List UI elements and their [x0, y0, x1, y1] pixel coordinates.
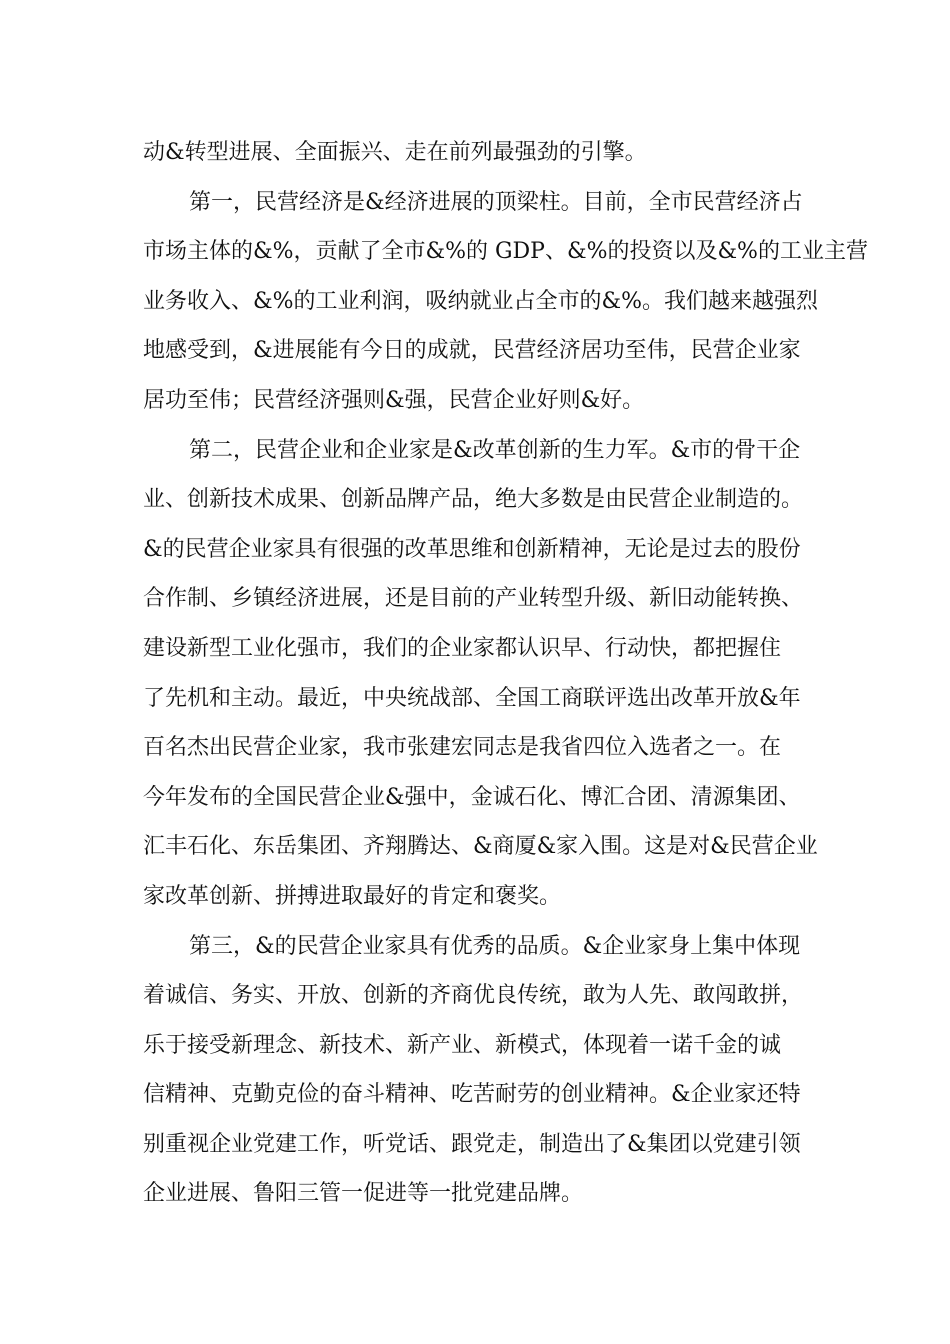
- paragraph-second: [143, 426, 833, 922]
- text-line: 了先机和主动。最近，中央统战部、全国工商联评选出改革开放&年: [143, 685, 801, 711]
- text-line: 别重视企业党建工作，听党话、跟党走，制造出了&集团以党建引领: [143, 1131, 801, 1157]
- text-line: 第二，民营企业和企业家是&改革创新的生力军。&市的骨干企: [189, 437, 801, 463]
- text-line: 今年发布的全国民营企业&强中，金诚石化、博汇合团、清源集团、: [143, 784, 801, 810]
- text-line: 企业进展、鲁阳三管一促进等一批党建品牌。: [143, 1181, 584, 1207]
- text-line: 动&转型进展、全面振兴、走在前列最强劲的引擎。: [143, 140, 647, 165]
- text-line: 百名杰出民营企业家，我市张建宏同志是我省四位入选者之一。在: [143, 735, 782, 761]
- text-line: 建设新型工业化强市，我们的企业家都认识早、行动快，都把握住: [143, 635, 782, 661]
- text-line: 信精神、克勤克俭的奋斗精神、吃苦耐劳的创业精神。&企业家还特: [143, 1082, 801, 1108]
- text-line: 第三，&的民营企业家具有优秀的品质。&企业家身上集中体现: [189, 933, 801, 959]
- paragraph-third: [143, 922, 833, 1220]
- text-line: 着诚信、务实、开放、创新的齐商优良传统，敢为人先、敢闯敢拼，: [143, 983, 804, 1009]
- text-line: 乐于接受新理念、新技术、新产业、新模式，体现着一诺千金的诚: [143, 1032, 782, 1058]
- paragraph-first: [143, 178, 868, 426]
- text-line: 业务收入、&%的工业利润，吸纳就业占全市的&%。我们越来越强烈: [143, 288, 818, 314]
- text-line: 业、创新技术成果、创新品牌产品，绝大多数是由民营企业制造的。: [143, 487, 804, 513]
- document-body: [143, 128, 868, 1219]
- text-line: 汇丰石化、东岳集团、齐翔腾达、&商厦&家入围。这是对&民营企业: [143, 834, 818, 860]
- text-line: 合作制、乡镇经济进展，还是目前的产业转型升级、新旧动能转换、: [143, 586, 804, 612]
- text-line: 家改革创新、拼搏进取最好的肯定和褒奖。: [143, 883, 562, 909]
- paragraph-continuation: [143, 128, 833, 178]
- text-line: 居功至伟；民营经济强则&强，民营企业好则&好。: [143, 387, 645, 413]
- text-line: 市场主体的&%，贡献了全市&%的 GDP、&%的投资以及&%的工业主营: [143, 239, 868, 265]
- text-line: 第一，民营经济是&经济进展的顶梁柱。目前，全市民营经济占: [189, 189, 803, 215]
- text-line: 地感受到，&进展能有今日的成就，民营经济居功至伟，民营企业家: [143, 338, 801, 364]
- text-line: &的民营企业家具有很强的改革思维和创新精神，无论是过去的股份: [143, 536, 801, 562]
